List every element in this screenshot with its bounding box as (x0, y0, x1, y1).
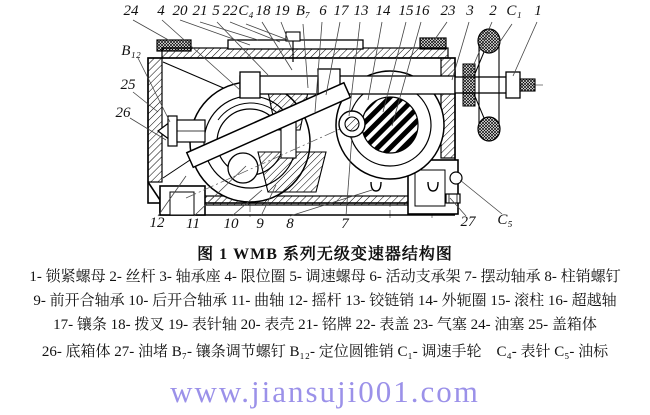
callout-label: C₁ (506, 3, 522, 19)
callout-label: 12 (149, 215, 165, 231)
callout-label: 14 (375, 3, 391, 19)
callout-label: 18 (255, 3, 271, 19)
callout-label: 2 (489, 3, 497, 19)
callout-label: 6 (319, 3, 327, 19)
air-plug-23 (420, 38, 446, 49)
callout-label: 27 (460, 214, 476, 230)
callout-label: C₅ (497, 212, 513, 228)
callout-label: C₄ (238, 3, 254, 19)
callout-label: 9 (256, 216, 264, 232)
callout-label: 26 (115, 105, 131, 121)
callout-label: 10 (223, 216, 239, 232)
callout-label: 15 (398, 3, 414, 19)
callout-label: 13 (353, 3, 369, 19)
callout-label: 7 (341, 216, 349, 232)
callout-label: 20 (172, 3, 188, 19)
callout-label: 23 (440, 3, 456, 19)
parts-list (0, 265, 650, 364)
callout-label: 8 (286, 216, 294, 232)
callout-label: 11 (186, 216, 200, 232)
parts-list-line: 1- 锁紧螺母 2- 丝杆 3- 轴承座 4- 限位圈 5- 调速螺母 6- 活动支承架 7- 摆动轴承 8- 柱销螺钉 (29, 269, 621, 285)
callout-label: 19 (274, 3, 290, 19)
callout-label: 4 (157, 3, 165, 19)
callout-label: 17 (333, 3, 349, 19)
callout-label: 3 (466, 3, 474, 19)
callout-label: 5 (212, 3, 220, 19)
callout-label: B₇ (295, 3, 311, 19)
callout-label: B₁₂ (121, 43, 141, 59)
callout-label: 16 (414, 3, 430, 19)
parts-list-line: 17- 镶条 18- 拨叉 19- 表针轴 20- 表壳 21- 铭牌 22- 表盖 23- 气塞 24- 油塞 25- 盖箱体 (53, 317, 597, 333)
website-link[interactable]: www.jiansuji001.com (170, 374, 480, 409)
callout-label: 1 (534, 3, 542, 19)
callout-label: 24 (123, 3, 139, 19)
parts-list-line: 26- 底箱体 27- 油堵 B₇- 镶条调节螺钉 B₁₂- 定位圆锥销 C₁- 调速手轮 C₄- 表针 C₅- 油标 (41, 344, 609, 360)
callout-label: 21 (192, 3, 208, 19)
figure-caption: 图 1 WMB 系列无级变速器结构图 (197, 246, 453, 263)
callout-label: 25 (120, 77, 136, 93)
callout-label: 22 (222, 3, 238, 19)
parts-list-line: 9- 前开合轴承 10- 后开合轴承 11- 曲轴 12- 摇杆 13- 铰链销 14- 外轭圈 15- 滚柱 16- 超越轴 (33, 293, 617, 309)
